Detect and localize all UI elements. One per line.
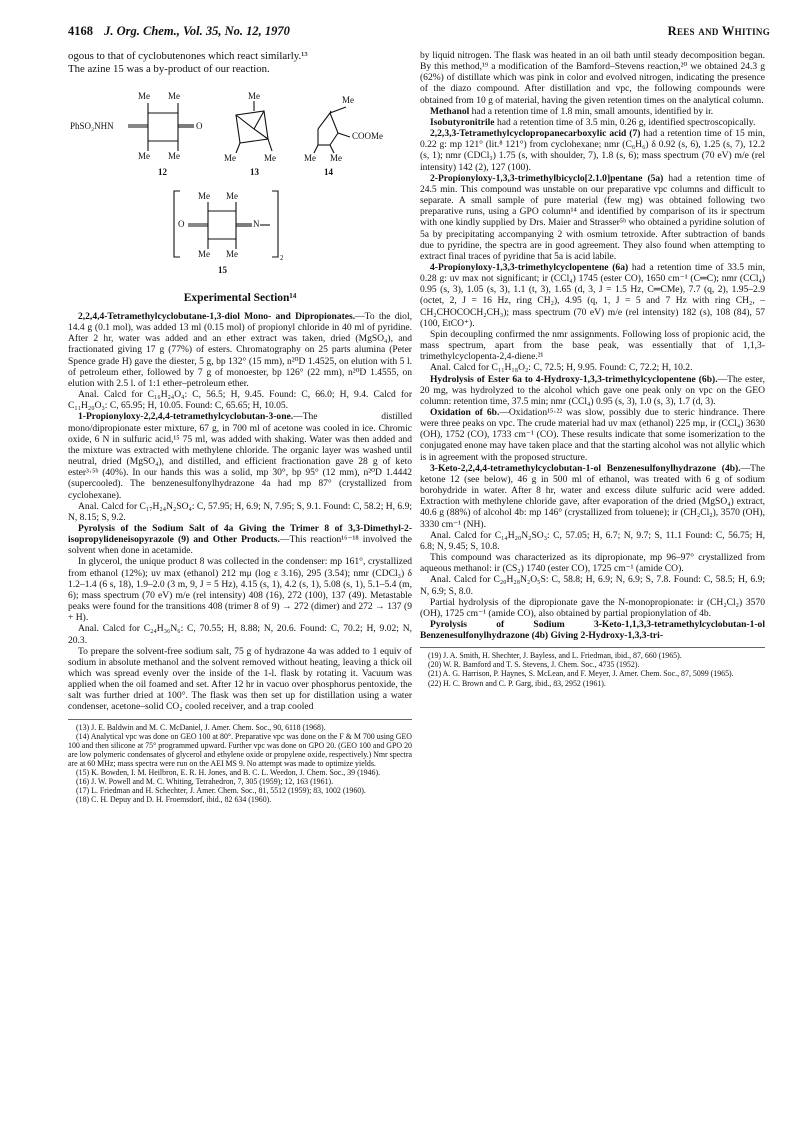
paragraph-body: —To the diol, 14.4 g (0.1 mol), was added 13 ml (0.15 mol) of propionyl chloride in 40 ml of pyridine. After 2 hr, water was added and an ether extract was taken, dried (MgSO₄), and fractionated giving 17 g (77%) of esters. Chromatography on 25 parts alumina (Peter Spence grade H) gave the diester, 5 g, bp 132° (15 mm), n²⁰D 1.4525, on elution with 5 l. of petroleum ether, followed by 7 g of monoester, bp 126° (22 mm), n²⁰D 1.4555, on elution with 2.5 l. of 1:1 ether–petroleum ether. (68, 311, 412, 389)
analysis-line: Anal. Calcd for C₂₄H₃₆N₆: C, 70.55; H, 8.88; N, 20.6. Found: C, 70.2; H, 9.02; N, 20.3. (68, 623, 412, 646)
me-label: Me (342, 95, 354, 105)
paragraph-title: Hydrolysis of Ester 6a to 4-Hydroxy-1,3,3-trimethylcyclopentene (6b). (430, 373, 718, 385)
paragraph-title: 4-Propionyloxy-1,3,3-trimethylcyclopentene (6a) (430, 261, 629, 273)
compound-label-13: 13 (250, 167, 259, 177)
journal-citation: J. Org. Chem., Vol. 35, No. 12, 1970 (104, 24, 290, 38)
paragraph-distillation: by liquid nitrogen. The flask was heated in an oil bath until steady decomposition began. By this method,¹⁹ a modification of the Bamford–Stevens reaction,²⁰ we obtained 24.3 g (62%) of distillate which was pink in color and evolved nitrogen, indicating the presence of the diazo compound. After distillation and vpc, the following compounds were obtained from 10 g of material, having the given retention times on the analytical column. (420, 50, 765, 106)
oxygen-label: O (178, 219, 185, 229)
paragraph-keto-ester (68, 411, 412, 500)
footnote: (19) J. A. Smith, H. Shechter, J. Bayless, and L. Friedman, ibid., 87, 660 (1965). (428, 651, 682, 661)
footnote: (15) K. Bowden, I. M. Heilbron, E. R. H. Jones, and B. C. L. Weedon, J. Chem. Soc., 39 (1946). (76, 768, 381, 778)
paragraph-pyrolysis-4b-title: Pyrolysis of Sodium 3-Keto-1,1,3,3-tetramethylcyclobutan-1-ol Benzenesulfonylhydrazone (4b) Giving 2-Hydroxy-1,3,3-tri- (420, 618, 765, 642)
paragraph-bicyclopentane-5a (420, 173, 765, 262)
me-label: Me (264, 153, 276, 163)
intro-line-2: The azine 15 was a by-product of our reaction. (68, 62, 270, 75)
analysis-line: Anal. Calcd for C₁₆H₂₄O₄: C, 56.5; H, 9.45. Found: C, 66.0; H, 9.4. Calcd for C₁₁H₂₀O₃: C, 65.95; H, 10.05. Found: C, 65.65; H, 10.05. (68, 389, 412, 412)
azine-ring-15 (208, 211, 236, 239)
me-label: Me (168, 151, 180, 161)
running-head-left (68, 24, 290, 39)
me-label: Me (226, 191, 238, 201)
compound-label-14: 14 (324, 167, 333, 177)
paragraph-title: 2,2,3,3-Tetramethylcyclopropanecarboxylic acid (7) (430, 128, 641, 140)
paragraph-title: Pyrolysis of the Sodium Salt of 4a Giving the Trimer 8 of 3,3-Dimethyl-2-isopropylideneisopyrazole (9) and Other Products. (68, 522, 412, 546)
structure-figure (68, 81, 412, 307)
compound-label-15: 15 (218, 265, 227, 275)
paragraph-body: —This reaction¹⁶⁻¹⁸ involved the solvent when done in acetamide. (68, 534, 412, 557)
footnote: (18) C. H. Depuy and D. H. Froemsdorf, ibid., 82 634 (1960). (76, 795, 272, 805)
paragraph-keto-hydrazone-4b (420, 463, 765, 530)
footnote: (22) H. C. Brown and C. P. Garg, ibid., 83, 2952 (1961). (428, 678, 606, 688)
paragraph-title: 3-Keto-2,2,4,4-tetramethylcyclobutan-1-ol Benzenesulfonylhydrazone (4b). (430, 462, 741, 474)
cyclobutane-ring-12 (148, 113, 178, 141)
paragraph-isobutyronitrile (420, 117, 765, 128)
analysis-line: Anal. Calcd for C₁₁H₁₈O₂: C, 72.5; H, 9.95. Found: C, 72.2; H, 10.2. (430, 362, 693, 374)
structures-drawing (68, 81, 412, 307)
me-label: Me (330, 153, 342, 163)
paragraph-title: 1-Propionyloxy-2,2,4,4-tetramethylcyclobutan-3-one. (78, 411, 294, 423)
paragraph-body: had a retention time of 3.5 min, 0.26 g, identified spectroscopically. (496, 116, 756, 128)
paragraph-body: —The ketone 12 (see below), 46 g in 500 ml of ethanol, was treated with 6 g of sodium borohydride in water. After 8 hr, water and excess dilute sulfuric acid were added. Extraction with methylene chloride gave, after evaporation of the dried (MgSO₄) extract, 40.6 g (88%) of alcohol 4b: mp 146° (crystallized from toluene); ir (CH₂Cl₂), 3570 (OH), 3330 cm⁻¹ (NH). (420, 462, 765, 530)
footnote: (13) J. E. Baldwin and M. C. McDaniel, J. Amer. Chem. Soc., 90, 6118 (1968). (76, 722, 326, 732)
footnote: (20) W. R. Bamford and T. S. Stevens, J. Chem. Soc., 4735 (1952). (428, 660, 640, 670)
right-column (420, 50, 765, 688)
footnote: (17) L. Friedman and H. Schechter, J. Amer. Chem. Soc., 81, 5512 (1959); 83, 1002 (1960). (76, 786, 366, 796)
intro-line-1: ogous to that of cyclobutenones which react similarly.¹³ (68, 50, 308, 62)
phso2nhn-label: PhSO₂NHN (70, 121, 114, 131)
paragraph-title: 2,2,4,4-Tetramethylcyclobutane-1,3-diol Mono- and Dipropionates. (78, 311, 356, 322)
paragraph-body: —The distilled mono/dipropionate ester mixture, 67 g, in 700 ml of acetone was cooled in ice. Chromic oxide, 6 N in sulfuric acid,¹⁵ 75 ml, was added with shaking. Water was then added and the mixture was extracted with methylene chloride. The organic layer was washed until neutral, dried (MgSO₄), and distilled, and efficient fractionation gave 28 g of keto ester³·⁵ᵇ (40%). In our hands this was a solid, mp 30°, bp 95° (12 mm), n²⁰D 1.4442 (supercooled). The benzenesulfonylhydrazone 4a had mp 87° (crystallized from cyclohexane). (68, 411, 412, 501)
me-label: Me (198, 191, 210, 201)
compound-label-12: 12 (158, 167, 167, 177)
subscript-2: 2 (280, 254, 284, 262)
paragraph-body: had a retention time of 1.8 min, small amounts, identified by ir. (471, 105, 714, 117)
paragraph-methanol (420, 106, 765, 117)
paragraph-body: —Oxidation¹⁵·²² was slow, possibly due to steric hindrance. There were three peaks on vpc. The crude material had uv max (ethanol) 225 mμ, ir (CCl₄) 3630 (OH), 1752 (CO), 1733 cm⁻¹ (CO). These results indicate that some isomerization to the conjugated enone may have taken place and that the starting alcohol was not allylic which is in agreement with the proposed structure. (420, 407, 765, 463)
me-label: Me (138, 151, 150, 161)
page-number: 4168 (68, 24, 93, 38)
oxygen-label: O (196, 121, 203, 131)
nitrogen-label: N (253, 219, 260, 229)
me-label: Me (248, 91, 260, 101)
me-label: Me (198, 249, 210, 259)
footnotes-right (420, 647, 765, 687)
paragraph-oxidation-6b (420, 407, 765, 463)
me-label: Me (224, 153, 236, 163)
paragraph-title: Oxidation of 6b. (430, 407, 500, 418)
paragraph-body: —The ester, 20 mg, was hydrolyzed to the alcohol which gave one peak only on vpc on the GEO column: retention time, 37.5 min; nmr (CCl₄) 0.95 (s, 3), 1.0 (s, 3), 1.7 (d, 3). (420, 373, 765, 407)
coome-label: COOMe (352, 131, 383, 141)
paragraph-title: 2-Propionyloxy-1,3,3-trimethylbicyclo[2.1.0]pentane (5a) (430, 172, 664, 184)
paragraph-dipropionate: This compound was characterized as its dipropionate, mp 96–97° crystallized from aqueous methanol: ir (CS₂) 1740 (ester CO), 1725 cm⁻¹ (amide CO). (420, 552, 765, 575)
footnote: (14) Analytical vpc was done on GEO 100 at 80°. Preparative vpc was done on the F & M 700 using GEO 100 and then silicone at 75° programmed upward. Further vpc was done on GPO 20. (GEO 100 and GPO 20 are low polymeric condensates of glycerol and ethylene oxide or propylene oxide, respectively.) Nmr spectra are at 60 MHz; mass spectra were run on the AEI MS 9. No attempt was made to optimize yields. (68, 731, 412, 768)
paragraph-spin-decoupling: Spin decoupling confirmed the nmr assignments. Following loss of propionic acid, the mass spectrum, apart from the base peak, was essentially that of 1,1,3-trimethylcyclopenta-2,4-diene.²¹ (420, 328, 765, 363)
paragraph-partial-hydrolysis: Partial hydrolysis of the dipropionate gave the N-monopropionate: ir (CH₂Cl₂) 3570 (OH), 1725 cm⁻¹ (amide CO), also obtained by partial propionylation of 4b. (420, 596, 765, 619)
paragraph-glycerol: In glycerol, the unique product 8 was collected in the condenser: mp 161°, crystallized from ethanol (12%); uv max (ethanol) 212 mμ (log ε 3.16), 295 (3.54); nmr (CDCl₃) δ 1.2–1.4 (6 s, 18), 1.9–2.0 (3 m, 9, J = 5 Hz), 4.15 (s, 1), 4.2 (s, 1), 5.08 (s, 1), 5.1–5.4 (m, 6); mass spectrum (70 eV) m/e (rel intensity) 408 (16), 272 (100), 137 (49). Metastable peaks were found for the transitions 408 (trimer 8 of 9) → 272 (dimer) and 272 → 137 (9 + H). (68, 556, 412, 624)
me-label: Me (168, 91, 180, 101)
paragraph-title: Isobutyronitrile (430, 116, 495, 128)
paragraph-cyclopentene-6a (420, 262, 765, 329)
paragraph-body: had a retention time of 33.5 min, 0.28 g: uv max not significant; ir (CCl₄) 1745 (ester CO), 1650 cm⁻¹ (C═C); nmr (CCl₄) 0.95 (s, 3), 1.05 (s, 3), 1.1 (t, 3), 1.65 (d, 3, J = 1.5 Hz, C═CMe), 7.7 (q, 2), 1.95–2.9 (octet, 2, J = 16 Hz, ring CH₂), 4.95 (q, 1, J = 5 and 7 Hz with ring CH₂, –CH₂CHOCOCH₂CH₃); mass spectrum (70 eV) m/e (rel intensity) 182 (s), 108 (84), 57 (100, EtCO⁺). (420, 261, 765, 329)
me-label: Me (226, 249, 238, 259)
paragraph-diol-propionates (68, 311, 412, 389)
running-head (68, 24, 770, 42)
paragraph-sodium-salt: To prepare the solvent-free sodium salt, 75 g of hydrazone 4a was added to 1 equiv of sodium in absolute methanol and the solvent removed without heating, leaving a thick oil which was spread evenly over the inside of the 1-l. flask by rotating it. Vacuum was applied when the oil foamed and set. After 12 hr in vacuo over phosphorus pentoxide, the salt was further dried at 100°. The flask was then set up for distillation using a water condenser, acetone–solid CO₂ cooled receiver, and a trap cooled (68, 645, 412, 713)
paragraph-acid-7 (420, 128, 765, 173)
me-label: Me (138, 91, 150, 101)
footnote: (16) J. W. Powell and M. C. Whiting, Tetrahedron, 7, 305 (1959); 12, 163 (1961). (76, 777, 334, 787)
paragraph-title: Methanol (430, 105, 470, 117)
footnote: (21) A. G. Harrison, P. Haynes, S. McLean, and F. Meyer, J. Amer. Chem. Soc., 87, 5099 (1965). (428, 669, 734, 679)
paragraph-hydrolysis-6a (420, 374, 765, 407)
paragraph-body: had a retention time of 24.5 min. This compound was unstable on our preparative vpc columns and difficult to separate. A small sample of pure material (few mg) was obtained following two preparative runs, using a GPO column¹⁴ and identified by comparison of its ir spectrum with one kindly supplied by Drs. Maier and Strasser⁵ᵇ who obtained a pyridine solution of 5a by precipitating accompanying 2 with osmium tetroxide. After subtraction of bands due to pyridine, the spectra are in good agreement. They also found when attempting to extract final traces of pyridine that 5a is acid labile. (420, 172, 766, 262)
left-column (68, 50, 412, 804)
experimental-heading: Experimental Section¹⁴ (183, 292, 297, 304)
analysis-line: Anal. Calcd for C₂₀H₂₈N₂O₅S: C, 58.8; H, 6.9; N, 6.9; S, 7.8. Found: C, 58.5; H, 6.9; N, 6.9; S, 8.0. (420, 574, 765, 597)
running-head-authors: Rees and Whiting (667, 24, 770, 38)
footnotes-left (68, 719, 412, 805)
analysis-line: Anal. Calcd for C₁₄H₂₀N₂SO₃: C, 57.05; H, 6.7; N, 9.7; S, 11.1 Found: C, 56.75; H, 6.8; N, 9.45; S, 10.8. (420, 529, 765, 552)
me-label: Me (304, 153, 316, 163)
paragraph-body: had a retention time of 15 min, 0.22 g: mp 121° (lit.⁸ 121°) from cyclohexane; nmr (C₆H₆) δ 0.92 (s, 6), 1.25 (s, 7), 12.2 (s, 1); nmr (CDCl₃) 1.75 (s, with shoulder, 7), 1.8 (s, 6); mass spectrum (70 eV) m/e (rel intensity) 142 (2), 127 (100). (420, 128, 766, 173)
paragraph-pyrolysis-4a (68, 523, 412, 556)
analysis-line: Anal. Calcd for C₁₇H₂₄N₂SO₄: C, 57.95; H, 6.9; N, 7.95; S, 9.1. Found: C, 58.2; H, 6.9; N, 8.15; S, 9.2. (68, 500, 412, 523)
